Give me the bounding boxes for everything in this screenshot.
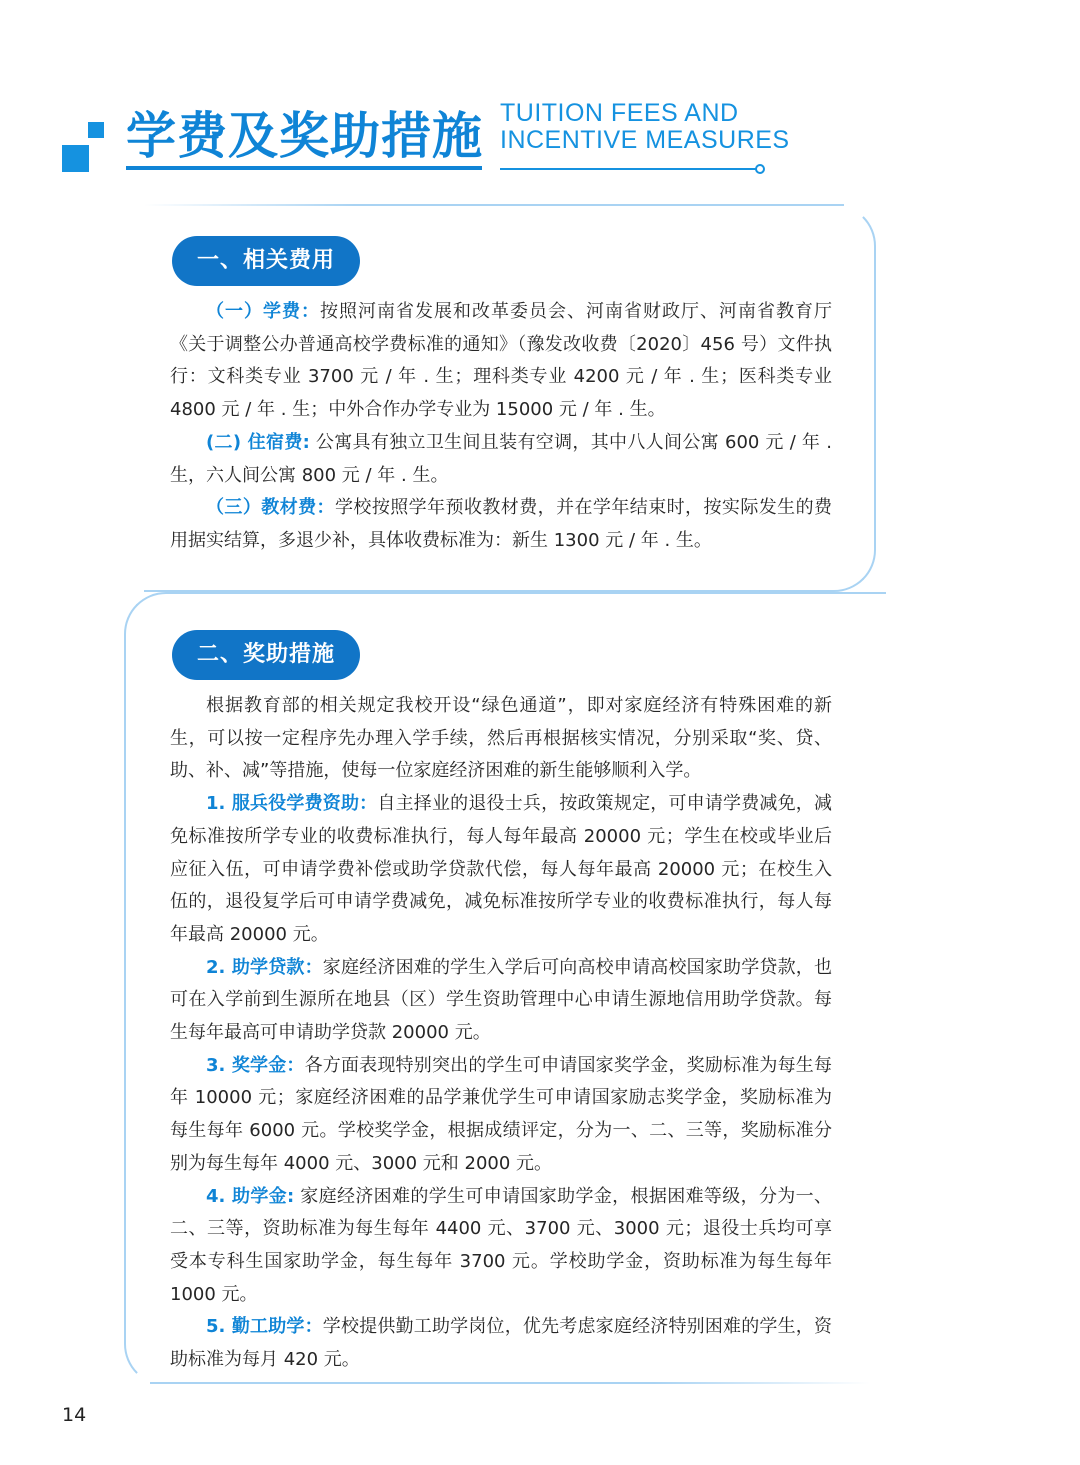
label-tuition: （一）学费： [206, 301, 320, 322]
label-textbooks: （三）教材费： [206, 497, 335, 519]
paragraph-accommodation [170, 427, 832, 492]
title-underline [126, 166, 482, 170]
text-military: 自主择业的退役士兵，按政策规定，可申请学费减免，减免标准按所学专业的收费标准执行，每人每年最高 20000 元；学生在校或毕业后应征入伍，可申请学费补偿或助学贷款代偿，每人每年最高 20000 元；在校生入伍的，退役复学后可申请学费减免，减免标准按所学专业的收费标准执行，每人每年最高 20000 元。 [170, 793, 832, 945]
label-scholarships: 3. 奖学金： [206, 1054, 305, 1076]
section-1-body [170, 296, 832, 558]
section-1-frame-top [144, 204, 844, 206]
paragraph-military [170, 788, 832, 952]
text-work-study: 学校提供勤工助学岗位，优先考虑家庭经济特别困难的学生，资助标准为每月 420 元。 [170, 1316, 832, 1371]
decorative-square-large [62, 145, 89, 172]
title-en-divider-dot [755, 164, 765, 174]
label-grants: 4. 助学金: [206, 1185, 295, 1207]
section-heading-aid: 二、奖助措施 [172, 630, 360, 680]
page-title-english [500, 100, 790, 154]
title-en-line-1: TUITION FEES AND [500, 99, 739, 127]
label-work-study: 5. 勤工助学： [206, 1316, 323, 1338]
paragraph-tuition [170, 296, 832, 427]
title-en-line-2: INCENTIVE MEASURES [500, 126, 790, 154]
section-2-frame-bottom [150, 1382, 870, 1384]
text-scholarships: 各方面表现特别突出的学生可申请国家奖学金，奖励标准为每生每年 10000 元；家庭经济困难的品学兼优学生可申请国家励志奖学金，奖励标准为每生每年 6000 元。学校奖学金，根据成绩评定，分为一、二、三等，奖励标准分别为每生每年 4000 元、3000 元和 2000 元。 [170, 1054, 832, 1174]
section-heading-fees: 一、相关费用 [172, 236, 360, 286]
label-loans: 2. 助学贷款： [206, 956, 323, 978]
paragraph-intro: 根据教育部的相关规定我校开设“绿色通道”，即对家庭经济有特殊困难的新生，可以按一定程序先办理入学手续，然后再根据核实情况，分别采取“奖、贷、助、补、减”等措施，使每一位家庭经济困难的新生能够顺利入学。 [170, 695, 832, 782]
paragraph-loans [170, 952, 832, 1050]
paragraph-work-study [170, 1311, 832, 1376]
text-grants: 家庭经济困难的学生可申请国家助学金，根据困难等级，分为一、二、三等，资助标准为每生每年 4400 元、3700 元、3000 元；退役士兵均可享受本专科生国家助学金，每生每年 3700 元。学校助学金，资助标准为每生每年 1000 元。 [170, 1185, 833, 1305]
text-tuition: 按照河南省发展和改革委员会、河南省财政厅、河南省教育厅《关于调整公办普通高校学费标准的通知》（豫发改收费〔2020〕456 号）文件执行：文科类专业 3700 元 / 年 . 生；理科类专业 4200 元 / 年 . 生；医科类专业 4800 元 / 年 . 生；中外合作办学专业为 15000 元 / 年 . 生。 [170, 301, 832, 421]
text-textbooks: 学校按照学年预收教材费，并在学年结束时，按实际发生的费用据实结算，多退少补，具体收费标准为：新生 1300 元 / 年 . 生。 [170, 497, 833, 551]
section-2-body [170, 690, 832, 1377]
page-title: 学费及奖助措施 [126, 107, 483, 165]
page-number: 14 [62, 1404, 87, 1426]
decorative-square-small [88, 122, 104, 138]
text-loans: 家庭经济困难的学生入学后可向高校申请高校国家助学贷款，也可在入学前到生源所在地县（区）学生资助管理中心申请生源地信用助学贷款。每生每年最高可申请助学贷款 20000 元。 [170, 956, 832, 1044]
paragraph-scholarships [170, 1050, 832, 1181]
label-accommodation: (二) 住宿费: [206, 431, 310, 453]
title-en-divider [500, 168, 756, 170]
label-military: 1. 服兵役学费资助： [206, 793, 378, 815]
text-accommodation: 公寓具有独立卫生间且装有空调，其中八人间公寓 600 元 / 年 . 生，六人间公寓 800 元 / 年 . 生。 [170, 431, 832, 486]
paragraph-textbooks [170, 492, 832, 557]
paragraph-grants [170, 1181, 832, 1312]
